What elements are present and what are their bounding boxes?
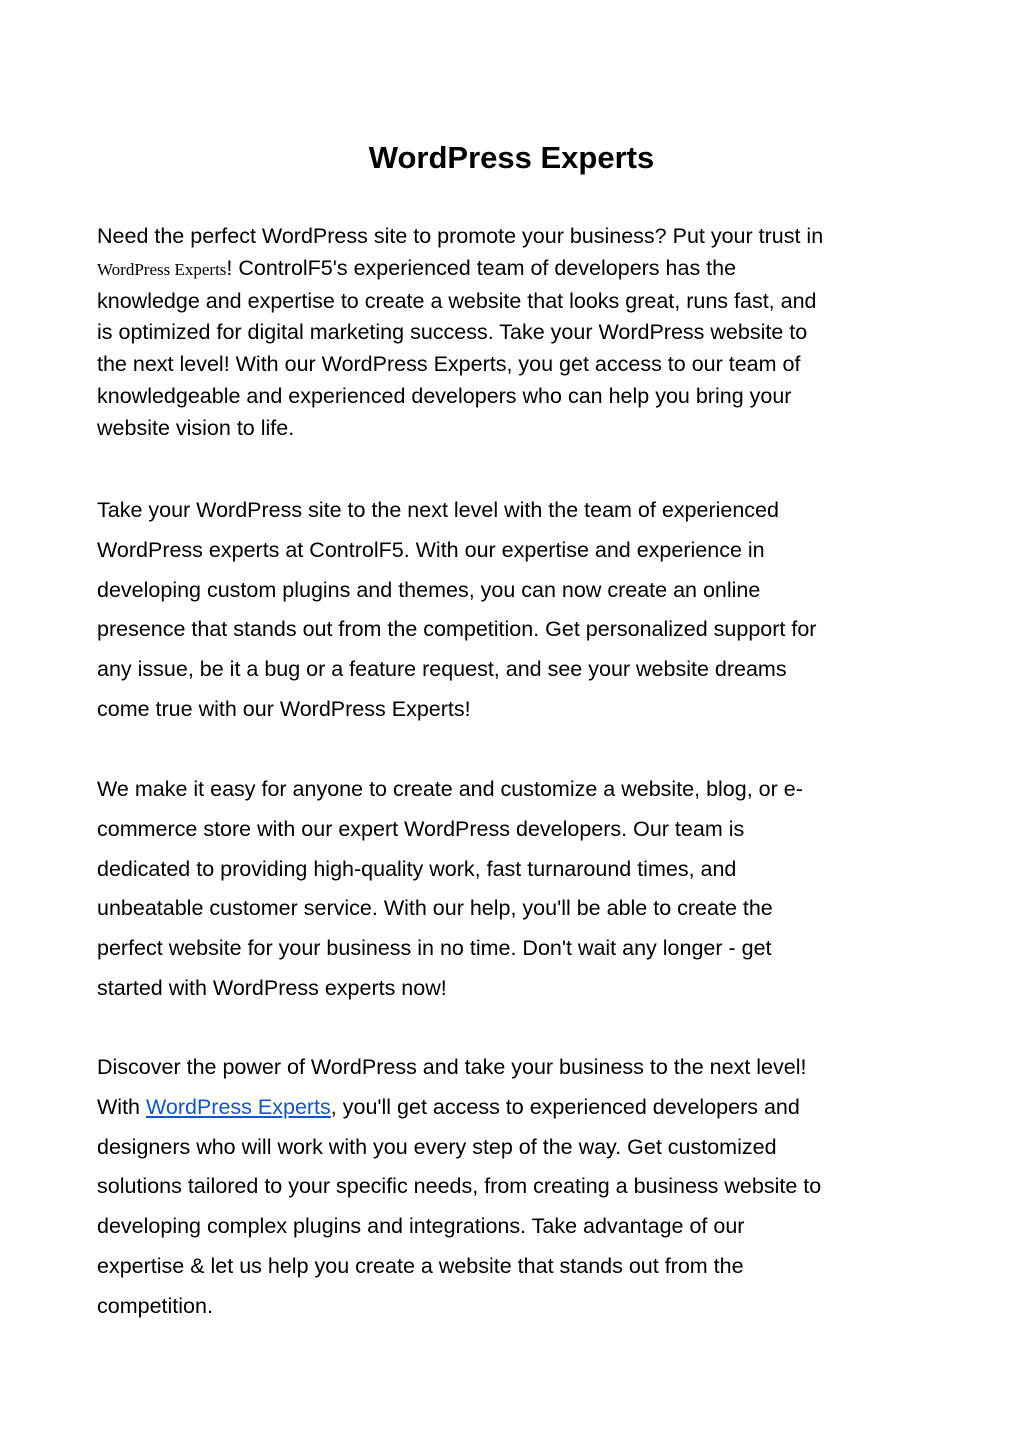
wordpress-experts-link[interactable]: WordPress Experts [145,1094,331,1119]
paragraph-line: We make it easy for anyone to create and customize a website, blog, or e- [97,777,803,801]
paragraph-line-text: ! ControlF5's experienced team of developers has the [226,255,737,280]
paragraph-line: knowledge and expertise to create a website that looks great, runs fast, and [97,288,817,313]
paragraph-line-text: With [97,1094,146,1119]
paragraph-line [97,253,927,286]
paragraph-line: any issue, be it a bug or a feature request, and see your website dreams [97,657,787,682]
serif-brand-text: WordPress Experts [97,259,227,279]
paragraph-line: unbeatable customer service. With our help, you'll be able to create the [97,896,773,921]
paragraph-line: the next level! With our WordPress Experts, you get access to our team of [97,352,801,377]
paragraph-discover [97,1048,927,1327]
paragraph-line: commerce store with our expert WordPress developers. Our team is [97,816,745,841]
paragraph-line: developing custom plugins and themes, you can now create an online [97,577,761,602]
paragraph-line: is optimized for digital marketing success. Take your WordPress website to [97,320,808,345]
paragraph-line: competition. [97,1293,213,1318]
paragraph-line: Discover the power of WordPress and take your business to the next level! [97,1055,807,1079]
paragraph-line [97,1088,927,1128]
paragraph-line: started with WordPress experts now! [97,975,447,1000]
page-title: WordPress Experts [368,140,655,175]
paragraph-line: developing complex plugins and integrations. Take advantage of our [97,1214,745,1239]
paragraph-line: Need the perfect WordPress site to promote your business? Put your trust in [97,224,824,248]
paragraph-line: come true with our WordPress Experts! [97,696,471,721]
paragraph-line: expertise & let us help you create a website that stands out from the [97,1253,744,1278]
paragraph-line: Take your WordPress site to the next level with the team of experienced [97,498,779,522]
paragraph-line: WordPress experts at ControlF5. With our expertise and experience in [97,537,765,562]
paragraph-line-text: , you'll get access to experienced developers and [330,1094,800,1119]
paragraph-line: designers who will work with you every step of the way. Get customized [97,1134,777,1159]
paragraph-line: website vision to life. [97,415,295,440]
paragraph-next-level [97,491,927,730]
paragraph-line: solutions tailored to your specific needs, from creating a business website to [97,1174,822,1199]
paragraph-line: dedicated to providing high-quality work, fast turnaround times, and [97,856,737,881]
paragraph-line: presence that stands out from the competition. Get personalized support for [97,617,817,642]
paragraph-line: perfect website for your business in no time. Don't wait any longer - get [97,936,772,961]
paragraph-intro [97,221,927,445]
paragraph-easy [97,770,927,1009]
paragraph-line: knowledgeable and experienced developers who can help you bring your [97,383,792,408]
